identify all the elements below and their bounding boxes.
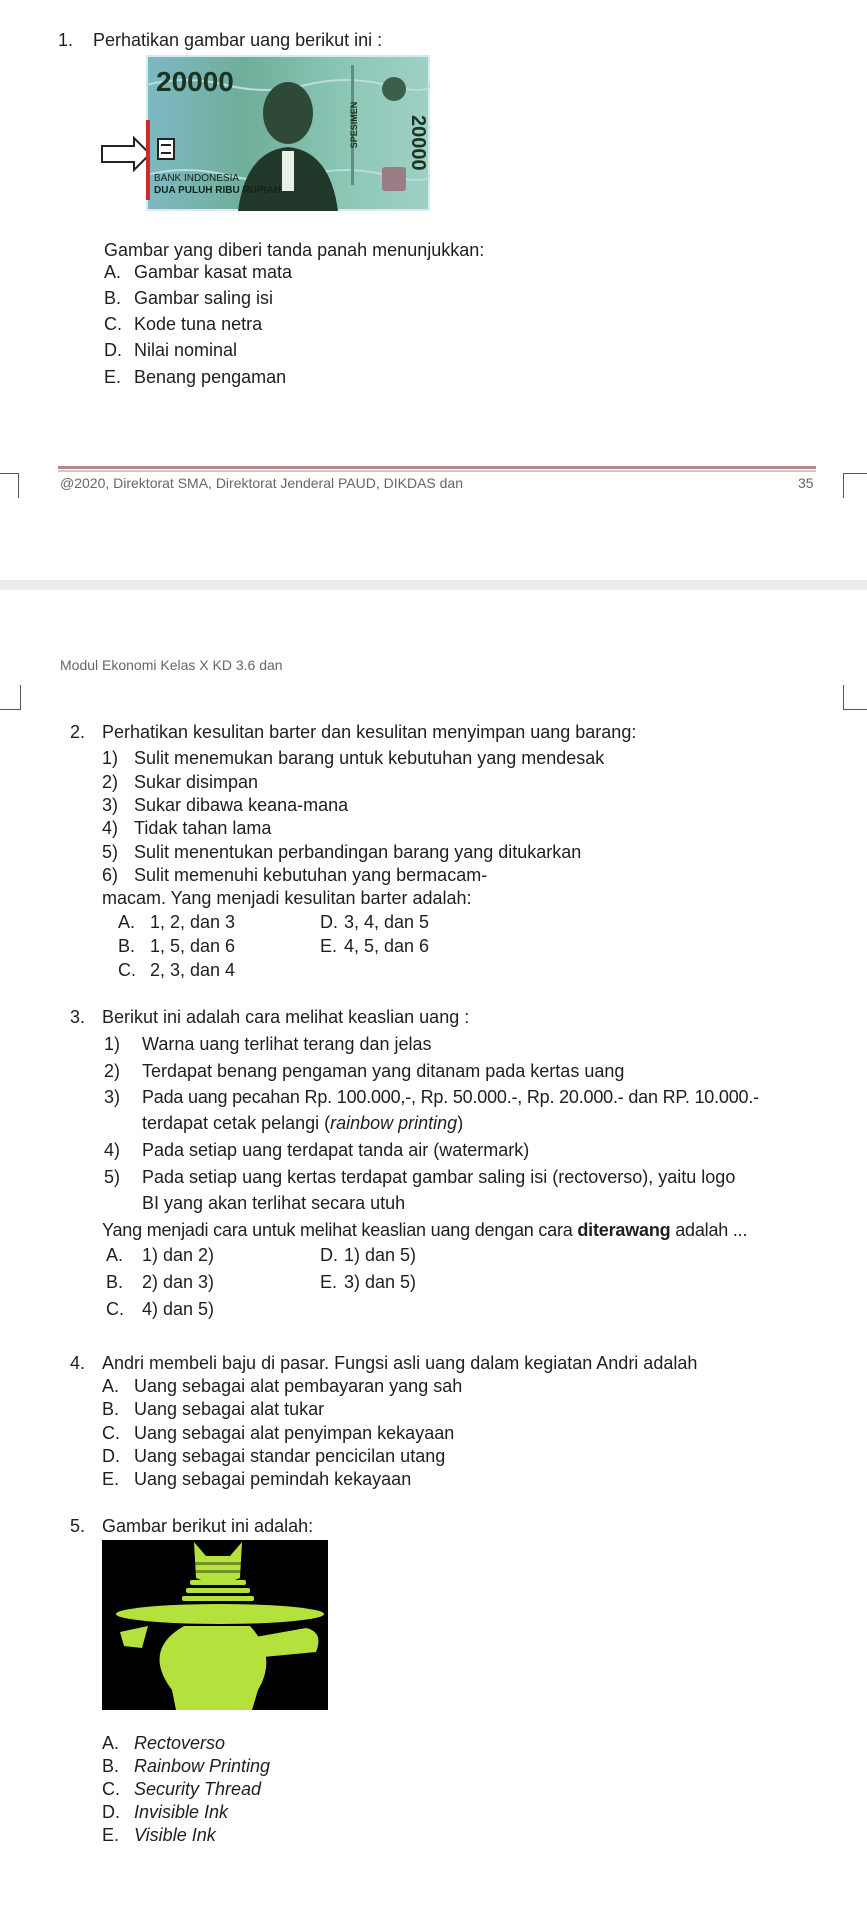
crop-mark (0, 473, 19, 498)
option-text: Uang sebagai alat pembayaran yang sah (134, 1376, 463, 1396)
item-text: Sulit menemukan barang untuk kebutuhan yang mendesak (134, 748, 605, 768)
arrow-right-icon (100, 136, 152, 172)
option-text: 1) dan 5) (344, 1245, 417, 1265)
option-letter: D. (320, 912, 338, 932)
option-text: Gambar kasat mata (134, 262, 293, 282)
item-number: 2) (102, 772, 119, 792)
item-number: 1) (104, 1034, 121, 1054)
option-letter: D. (104, 340, 122, 360)
question-prompt: Andri membeli baju di pasar. Fungsi asli uang dalam kegiatan Andri adalah (102, 1353, 698, 1373)
option-text: Uang sebagai pemindah kekayaan (134, 1469, 412, 1489)
item-text: Terdapat benang pengaman yang ditanam pada kertas uang (142, 1061, 625, 1081)
option-text: 1) dan 2) (142, 1245, 215, 1265)
option-text: 4, 5, dan 6 (344, 936, 430, 956)
option-letter: C. (118, 960, 136, 980)
option-letter: B. (106, 1272, 124, 1292)
option-text: 3) dan 5) (344, 1272, 417, 1292)
option-text: 3, 4, dan 5 (344, 912, 430, 932)
crop-mark (843, 685, 867, 710)
option-letter: B. (102, 1399, 120, 1419)
option-letter: E. (104, 367, 122, 387)
uv-ink-image (102, 1540, 328, 1710)
option-text: Uang sebagai standar pencicilan utang (134, 1446, 446, 1466)
option-text: 2) dan 3) (142, 1272, 215, 1292)
option-text: Nilai nominal (134, 340, 238, 360)
option-text: Visible Ink (134, 1825, 216, 1845)
option-text: Rectoverso (134, 1733, 226, 1753)
option-letter: A. (102, 1376, 120, 1396)
footer-rule (58, 466, 816, 469)
item-number: 5) (104, 1167, 121, 1187)
banknote-image (146, 55, 430, 211)
item-number: 6) (102, 865, 119, 885)
option-letter: E. (320, 1272, 338, 1292)
option-letter: A. (104, 262, 122, 282)
question-prompt: Berikut ini adalah cara melihat keaslian uang : (102, 1007, 470, 1027)
item-number: 4) (102, 818, 119, 838)
footer-rule-light (58, 470, 816, 472)
banknote-denomination: 20000 (156, 66, 234, 97)
option-letter: E. (102, 1825, 120, 1845)
item-number: 4) (104, 1140, 121, 1160)
item-number: 2) (104, 1061, 121, 1081)
footer-text: @2020, Direktorat SMA, Direktorat Jenderal PAUD, DIKDAS dan (60, 475, 463, 491)
item-text: Pada setiap uang terdapat tanda air (watermark) (142, 1140, 530, 1160)
question-prompt: Perhatikan gambar uang berikut ini : (93, 30, 383, 50)
option-letter: E. (320, 936, 338, 956)
option-letter: A. (102, 1733, 120, 1753)
page-separator (0, 580, 867, 590)
banknote-specimen-text: SPESIMEN (349, 101, 359, 149)
footer-page-number: 35 (798, 475, 814, 491)
option-letter: D. (320, 1245, 338, 1265)
option-letter: C. (102, 1423, 120, 1443)
question-text: Gambar yang diberi tanda panah menunjukkan: (104, 240, 485, 260)
option-letter: C. (106, 1299, 124, 1319)
item-text: Sulit menentukan perbandingan barang yang ditukarkan (134, 842, 582, 862)
option-letter: A. (118, 912, 136, 932)
option-text: Benang pengaman (134, 367, 287, 387)
crop-mark (843, 473, 867, 498)
item-text: Warna uang terlihat terang dan jelas (142, 1034, 432, 1054)
question-prompt: Gambar berikut ini adalah: (102, 1516, 314, 1536)
option-letter: C. (102, 1779, 120, 1799)
banknote-denomination-vertical: 20000 (407, 115, 429, 171)
item-number: 3) (102, 795, 119, 815)
item-text-continued: BI yang akan terlihat secara utuh (142, 1193, 406, 1213)
option-text: 2, 3, dan 4 (150, 960, 236, 980)
item-number: 1) (102, 748, 119, 768)
banknote-amount-text: DUA PULUH RIBU RUPIAH (154, 185, 281, 196)
question-text: Yang menjadi cara untuk melihat keaslian uang dengan cara diterawang adalah ... (102, 1220, 748, 1240)
option-letter: B. (104, 288, 122, 308)
question-number: 1. (58, 30, 74, 50)
item-text: Pada uang pecahan Rp. 100.000,-, Rp. 50.000.-, Rp. 20.000.- dan RP. 10.000.- (142, 1087, 759, 1107)
item-continuation: macam. Yang menjadi kesulitan barter adalah: (102, 888, 472, 908)
option-letter: B. (118, 936, 136, 956)
option-letter: D. (102, 1802, 120, 1822)
item-number: 5) (102, 842, 119, 862)
option-letter: B. (102, 1756, 120, 1776)
option-text: Invisible Ink (134, 1802, 229, 1822)
option-letter: E. (102, 1469, 120, 1489)
option-text: Uang sebagai alat tukar (134, 1399, 325, 1419)
question-prompt: Perhatikan kesulitan barter dan kesulitan menyimpan uang barang: (102, 722, 637, 742)
item-text: Tidak tahan lama (134, 818, 272, 838)
option-text: Rainbow Printing (134, 1756, 271, 1776)
question-number: 4. (70, 1353, 86, 1373)
item-text: Pada setiap uang kertas terdapat gambar saling isi (rectoverso), yaitu logo (142, 1167, 736, 1187)
question-number: 3. (70, 1007, 86, 1027)
item-number: 3) (104, 1087, 121, 1107)
item-text: Sukar dibawa keana-mana (134, 795, 349, 815)
question-number: 5. (70, 1516, 86, 1536)
option-text: 1, 5, dan 6 (150, 936, 236, 956)
item-text: Sukar disimpan (134, 772, 259, 792)
page-header: Modul Ekonomi Kelas X KD 3.6 dan (60, 657, 283, 673)
item-text-continued: terdapat cetak pelangi (rainbow printing) (142, 1113, 464, 1133)
option-text: 4) dan 5) (142, 1299, 215, 1319)
option-text: Kode tuna netra (134, 314, 263, 334)
option-letter: A. (106, 1245, 124, 1265)
option-letter: D. (102, 1446, 120, 1466)
banknote-bank-text: BANK INDONESIA (154, 173, 240, 184)
option-text: Gambar saling isi (134, 288, 274, 308)
crop-mark (0, 685, 21, 710)
question-number: 2. (70, 722, 86, 742)
option-letter: C. (104, 314, 122, 334)
item-text: Sulit memenuhi kebutuhan yang bermacam- (134, 865, 488, 885)
option-text: 1, 2, dan 3 (150, 912, 236, 932)
option-text: Security Thread (134, 1779, 262, 1799)
option-text: Uang sebagai alat penyimpan kekayaan (134, 1423, 455, 1443)
